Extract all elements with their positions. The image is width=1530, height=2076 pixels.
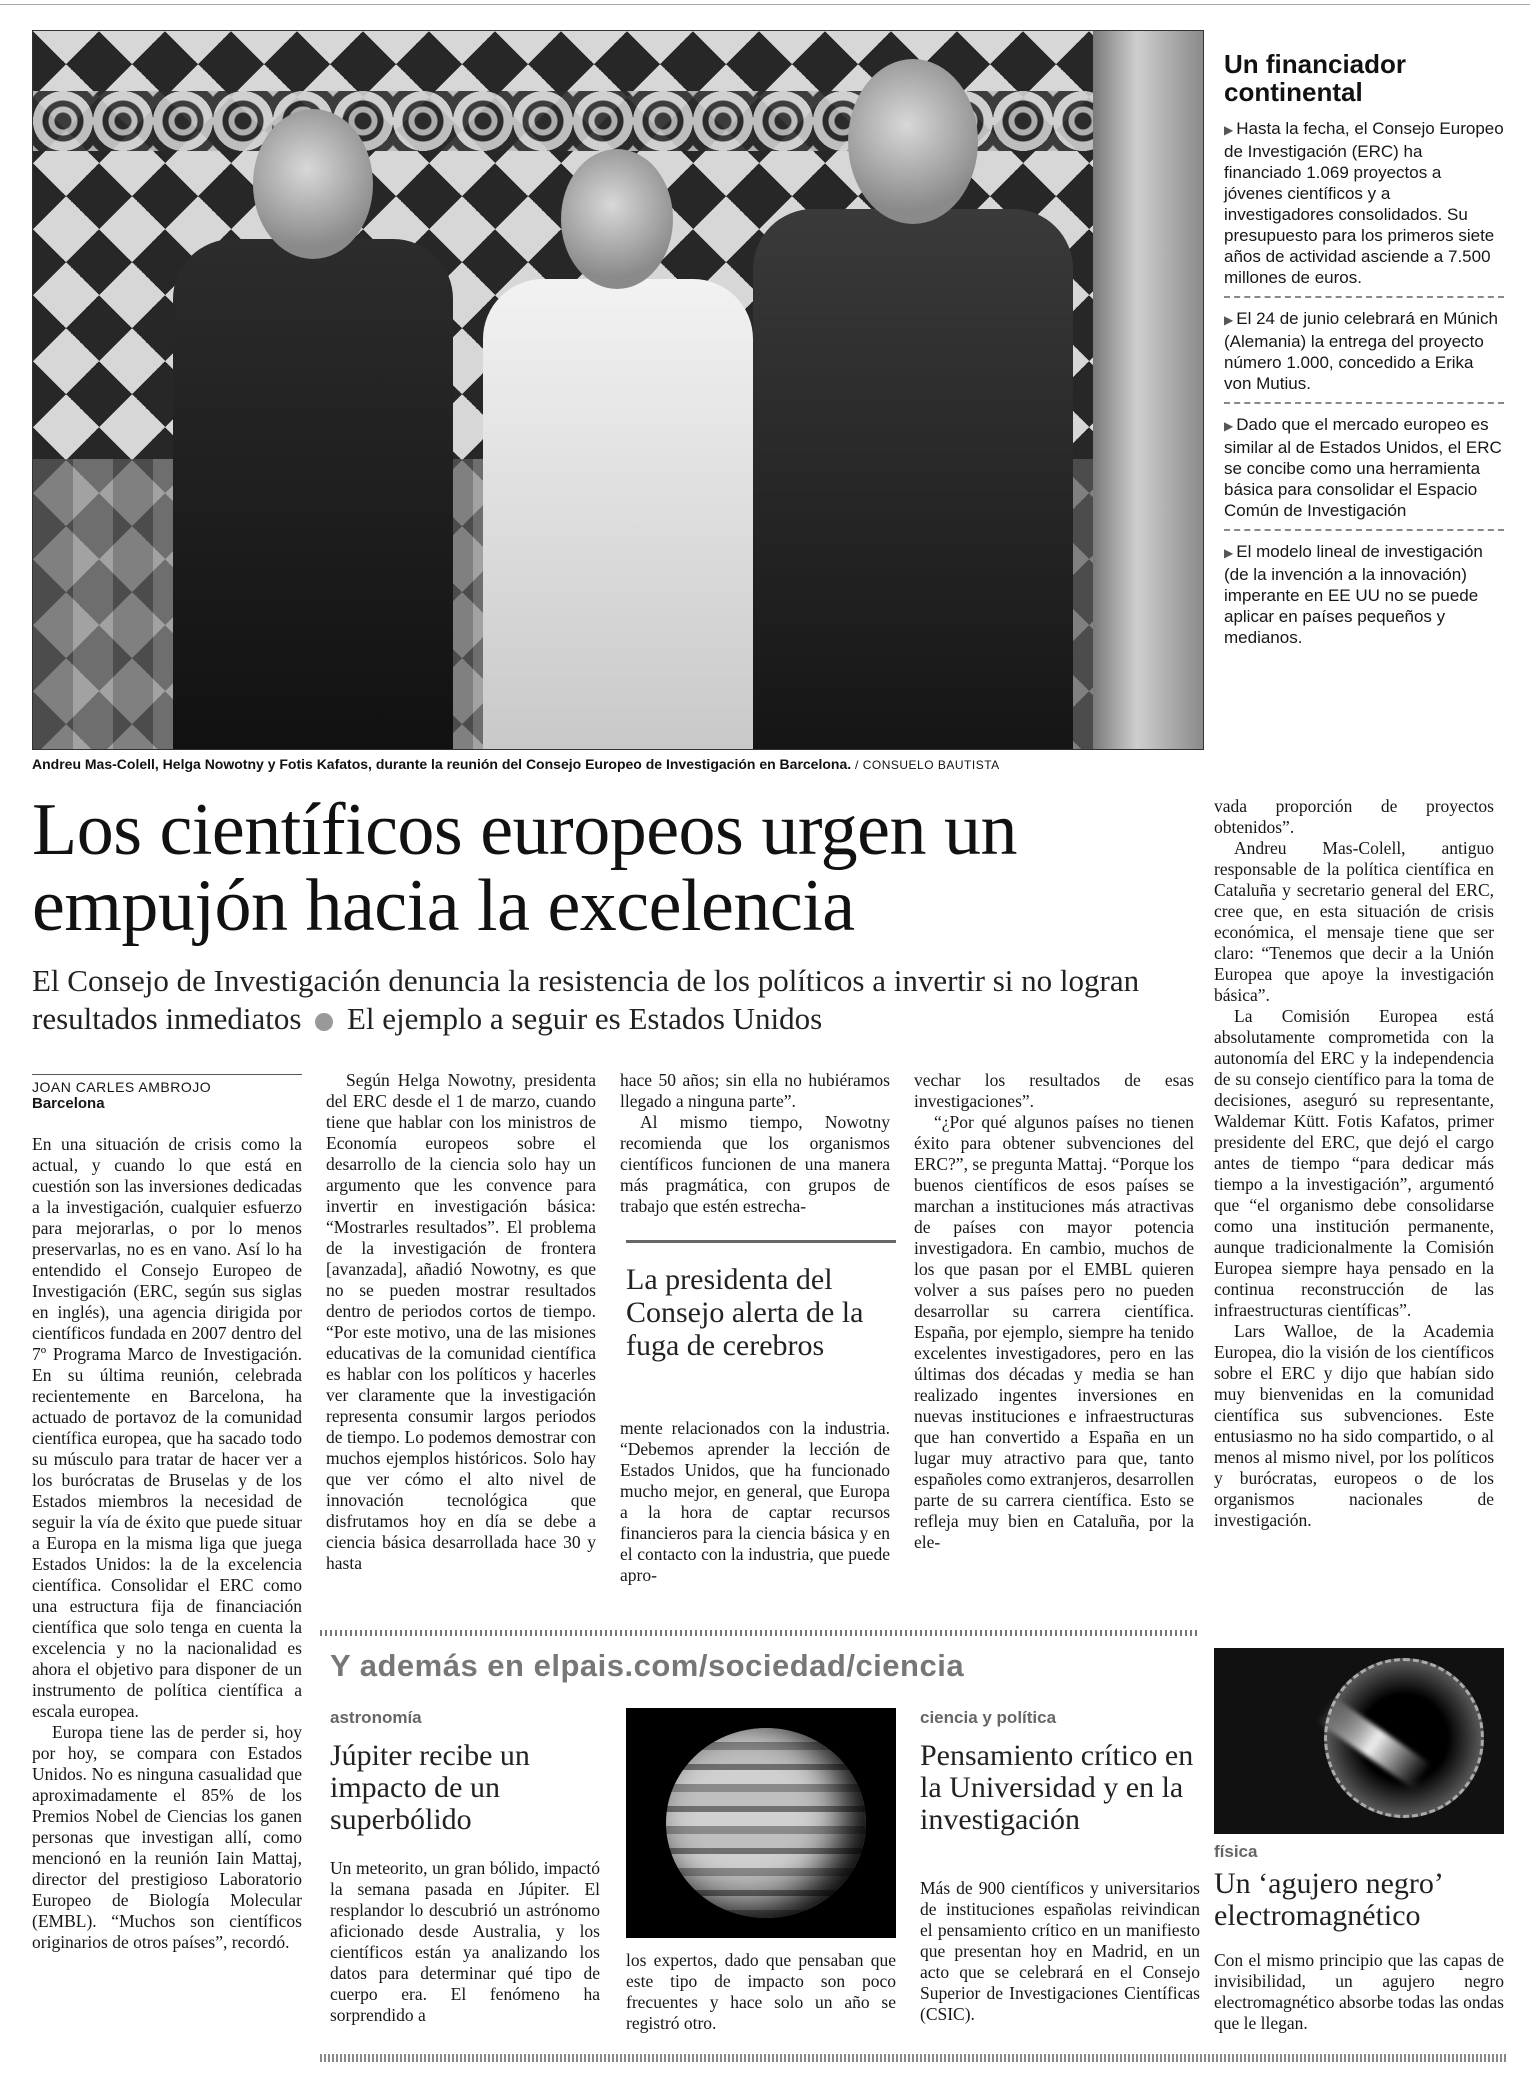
jupiter-image xyxy=(626,1708,896,1938)
paragraph: Según Helga Nowotny, presidenta del ERC desde el 1 de marzo, cuando tiene que hablar con los ministros de Economía europeos sobre el desarrollo de la ciencia solo hay un argumento que les convence para invertir en investigación básica: “Mostrarles resultados”. El problema de la investigación de frontera [avanzada], añadió Nowotny, es que no se pueden mostrar resultados dentro de periodos cortos de tiempo. “Por este motivo, una de las misiones educativas de la comunidad científica es hablar con los políticos y hacerles ver claramente que la investigación representa consumir largos periodos de tiempo. Lo podemos demostrar con muchos ejemplos históricos. Solo hay que ver cómo el alto nivel de innovación tecnológica que disfrutamos hoy en día se debe a ciencia básica desarrollada hace 30 y hasta xyxy=(326,1070,596,1573)
sidebar-item: ▶ El 24 de junio celebrará en Múnich (Alemania) la entrega del proyecto número 1.000, concedido a Erika von Mutius. xyxy=(1224,304,1504,404)
dateline-place: Barcelona xyxy=(32,1095,105,1112)
sidebar-box xyxy=(1224,50,1504,662)
blackhole-image xyxy=(1214,1648,1504,1834)
paragraph: La Comisión Europea está absolutamente comprometida con la autonomía del ERC y la independencia de su consejo científico para la toma de decisiones, aseguró su representante, Waldemar Kütt. Fotis Kafatos, primer presidente del ERC, que dejó el cargo antes de tiempo “para dedicar más tiempo a la investigación”, argumentó que “el organismo debe consolidarse como una institución permanente, aunque tradicionalmente la Comisión Europea siempre haya pensado en la continua reconstrucción de las infraestructuras científicas”. xyxy=(1214,1006,1494,1320)
triangle-icon: ▶ xyxy=(1224,419,1234,433)
sidebar-title: Un financiador continental xyxy=(1224,49,1407,107)
bullet-dot-icon xyxy=(315,1013,333,1031)
paragraph: “¿Por qué algunos países no tienen éxito para obtener subvenciones del ERC?”, se pregunta Mattaj. “Porque los buenos científicos de esos países se marchan a instituciones más atractivas de países con mayor potencia investigadora. En cambio, muchos de los que pasan por el EMBL quieren volver a sus países pero no pueden desarrollar su carrera científica. España, por ejemplo, siempre ha tenido excelentes investigadores, pero en las últimas dos décadas y media se han realizado ingentes inversiones en nuevas instituciones e infraestructuras que han convertido a España en un lugar muy atractivo para que, tanto españoles como extranjeros, desarrollen parte de su carrera científica. Esto se refleja muy bien en Cataluña, por la ele- xyxy=(914,1112,1194,1552)
paragraph: Al mismo tiempo, Nowotny recomienda que los organismos científicos funcionen de una manera más pragmática, con grupos de trabajo que estén estrecha- xyxy=(620,1112,890,1216)
headline: Los científicos europeos urgen un empujón hacia la excelencia xyxy=(32,789,1017,947)
sidebar-item: ▶ Dado que el mercado europeo es similar al de Estados Unidos, el ERC se concibe como una herramienta básica para consolidar el Espacio Común de Investigación xyxy=(1224,410,1504,531)
article-column-5 xyxy=(1214,796,1494,1531)
teaser-body-black-hole: Con el mismo principio que las capas de invisibilidad, un agujero negro electromagnético absorbe todas las ondas que le llegan. xyxy=(1214,1950,1504,2033)
paragraph: vada proporción de proyectos obtenidos”. xyxy=(1214,796,1494,837)
section-label-physics: física xyxy=(1214,1842,1258,1861)
paragraph: mente relacionados con la industria. “Debemos aprender la lección de Estados Unidos, que ha funcionado mucho mejor, en general, que Europa a la hora de captar recursos financieros para la ciencia básica y en el contacto con la industria, que puede apro- xyxy=(620,1418,890,1585)
paragraph: Andreu Mas-Colell, antiguo responsable de la política científica en Cataluña y secretario general del ERC, cree que, en esta situación de crisis económica, el mensaje tiene que ser claro: “Tenemos que decir a la Unión Europea que apoye la investigación básica”. xyxy=(1214,838,1494,1005)
triangle-icon: ▶ xyxy=(1224,313,1234,327)
photo-credit: / CONSUELO BAUTISTA xyxy=(855,758,1000,772)
pull-quote: La presidenta del Consejo alerta de la fuga de cerebros xyxy=(626,1240,896,1362)
sidebar-item: ▶ El modelo lineal de investigación (de la invención a la innovación) imperante en EE UU no se puede aplicar en países pequeños y medianos. xyxy=(1224,542,1483,647)
section-label-science-politics: ciencia y política xyxy=(920,1708,1057,1727)
teaser-title-jupiter[interactable]: Júpiter recibe un impacto de un superbólido xyxy=(330,1739,530,1836)
sidebar-item: ▶ Hasta la fecha, el Consejo Europeo de Investigación (ERC) ha financiado 1.069 proyectos a jóvenes científicos y a investigadores consolidados. Su presupuesto para los primeros siete años de actividad asciende a 7.500 millones de euros. xyxy=(1224,114,1504,298)
person-left xyxy=(173,109,453,749)
paragraph: Lars Walloe, de la Academia Europea, dio la visión de los científicos sobre el ERC y dijo que habían sido muy bienvenidas en la comunidad científica sus subvenciones. Este entusiasmo no ha sido compartido, o al menos al mismo nivel, por los políticos y burócratas, europeos o de los organismos nacionales de investigación. xyxy=(1214,1321,1494,1530)
triangle-icon: ▶ xyxy=(1224,123,1234,137)
teaser-body-jupiter-cont: los expertos, dado que pensaban que este tipo de impacto son poco frecuentes y hace solo un año se registró otro. xyxy=(626,1950,896,2033)
author: JOAN CARLES AMBROJO xyxy=(32,1079,212,1095)
article-column-1 xyxy=(32,1134,302,1953)
byline xyxy=(32,1074,302,1112)
article-column-3-continued xyxy=(620,1418,890,1586)
paragraph: vechar los resultados de esas investigaciones”. xyxy=(914,1070,1194,1111)
paragraph: hace 50 años; sin ella no hubiéramos llegado a ninguna parte”. xyxy=(620,1070,890,1111)
stone-pillar xyxy=(1093,31,1203,749)
article-column-3 xyxy=(620,1070,890,1217)
subheadline: El Consejo de Investigación denuncia la resistencia de los políticos a invertir si no logran resultados inmediatos El ejemplo a seguir es Estados Unidos xyxy=(32,963,1140,1036)
teaser-title-black-hole[interactable]: Un ‘agujero negro’ electromagnético xyxy=(1214,1867,1442,1932)
teaser-body-critical-thinking: Más de 900 científicos y universitarios de instituciones españolas reivindican el pensamiento crítico en un manifiesto que presentan hoy en Madrid, en un acto que se celebrará en el Consejo Superior de Investigaciones Científicas (CSIC). xyxy=(920,1878,1200,2024)
article-column-2 xyxy=(326,1070,596,1574)
person-right xyxy=(753,59,1073,749)
paragraph: Europa tiene las de perder si, hoy por hoy, se compara con Estados Unidos. No es ninguna casualidad que aproximadamente el 85% de los Premios Nobel de Ciencias los ganen personas que investigan allí, como mencionó en la reunión Iain Mattaj, director del prestigioso Laboratorio Europeo de Biología Molecular (EMBL). “Muchos son científicos originarios de otros países”, recordó. xyxy=(32,1722,302,1952)
triangle-icon: ▶ xyxy=(1224,546,1234,560)
main-photo xyxy=(32,30,1204,750)
paragraph: En una situación de crisis como la actual, y cuando lo que está en cuestión son las inversiones dedicadas a la investigación, cualquier esfuerzo para mejorarlas, o por lo menos preservarlas, no es en vano. Así lo ha entendido el Consejo Europeo de Investigación (ERC, según sus siglas en inglés), una agencia dirigida por científicos fundada en 2007 dentro del 7º Programa Marco de Investigación. En su última reunión, celebrada recientemente en Barcelona, ha actuado de portavoz de la comunidad científica europea, que ha sacado todo su músculo para tratar de hacer ver a los burócratas de Bruselas y de los Estados miembros la necesidad de seguir la vía de éxito que puede situar a Europa en la misma liga que juega Estados Unidos: la de la excelencia científica. Consolidar el ERC como una estructura fija de financiación científica que solo tenga en cuenta la excelencia y no la nacionalidad es ahora el objetivo para disponer de un instrumento de política científica a escala europea. xyxy=(32,1134,302,1721)
section-label-astronomy: astronomía xyxy=(330,1708,422,1727)
teaser-body-jupiter: Un meteorito, un gran bólido, impactó la semana pasada en Júpiter. El resplandor lo descubrió un astrónomo aficionado desde Australia, y los científicos están ya analizando los datos para determinar qué tipo de cuerpo era. El fenómeno ha sorprendido a xyxy=(330,1858,600,2025)
planet-icon xyxy=(666,1728,866,1918)
bottom-rule xyxy=(320,2054,1506,2062)
caption-text: Andreu Mas-Colell, Helga Nowotny y Fotis Kafatos, durante la reunión del Consejo Europeo de Investigación en Barcelona. xyxy=(32,756,852,772)
promo-title[interactable]: Y además en elpais.com/sociedad/ciencia xyxy=(330,1648,965,1683)
top-rule xyxy=(0,4,1530,5)
photo-caption xyxy=(32,756,1204,772)
article-column-4 xyxy=(914,1070,1194,1553)
teaser-title-critical-thinking[interactable]: Pensamiento crítico en la Universidad y en la investigación xyxy=(920,1739,1194,1836)
person-center xyxy=(483,149,753,749)
